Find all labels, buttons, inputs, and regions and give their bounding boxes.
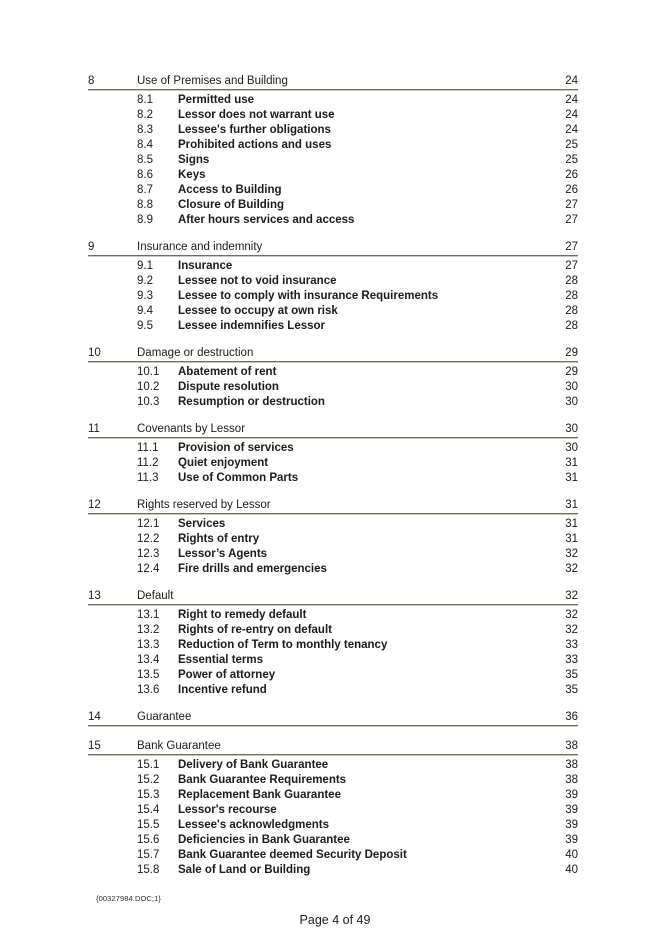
- entry-page-number: 26: [565, 184, 578, 196]
- toc-section: [88, 240, 578, 334]
- entry-page-number: 30: [565, 442, 578, 454]
- toc-entry: [88, 653, 578, 668]
- section-title: Damage or destruction: [137, 347, 254, 359]
- toc-section: [88, 346, 578, 410]
- section-page-number: 27: [565, 241, 578, 253]
- toc-entry: [88, 471, 578, 486]
- entry-number: 13.2: [137, 624, 160, 636]
- section-number: 11: [88, 423, 100, 435]
- entry-page-number: 39: [565, 834, 578, 846]
- entry-title: Rights of re-entry on default: [178, 624, 332, 636]
- entry-title: Lessor’s Agents: [178, 548, 268, 560]
- toc-entry: [88, 108, 578, 123]
- section-title: Bank Guarantee: [137, 740, 221, 752]
- entry-page-number: 28: [565, 290, 578, 302]
- toc-entry: [88, 123, 578, 138]
- entry-title: Incentive refund: [178, 684, 267, 696]
- entry-number: 12.3: [137, 548, 160, 560]
- entry-title: Right to remedy default: [178, 609, 307, 621]
- section-number: 15: [88, 740, 101, 752]
- toc-entry: [88, 517, 578, 532]
- toc-entry: [88, 683, 578, 698]
- toc-section: [88, 74, 578, 228]
- section-number: 8: [88, 75, 95, 87]
- section-title: Insurance and indemnity: [137, 241, 263, 253]
- entry-page-number: 24: [565, 124, 578, 136]
- entry-number: 11.1: [137, 442, 159, 454]
- entry-title: Permitted use: [178, 94, 255, 106]
- entry-page-number: 28: [565, 305, 578, 317]
- entry-title: Power of attorney: [178, 669, 276, 681]
- entry-title: Bank Guarantee Requirements: [178, 774, 347, 786]
- entry-number: 11.2: [137, 457, 159, 469]
- toc-entry: [88, 623, 578, 638]
- entry-number: 15.1: [137, 759, 160, 771]
- entry-page-number: 32: [565, 548, 578, 560]
- toc-entry: [88, 848, 578, 863]
- entry-page-number: 31: [565, 457, 578, 469]
- entry-title: Provision of services: [178, 442, 294, 454]
- entry-title: Abatement of rent: [178, 366, 277, 378]
- entry-title: Deficiencies in Bank Guarantee: [178, 834, 350, 846]
- entry-page-number: 28: [565, 320, 578, 332]
- entry-page-number: 32: [565, 609, 578, 621]
- toc-entry: [88, 863, 578, 878]
- toc-entry: [88, 259, 578, 274]
- toc-section-header: [88, 74, 578, 89]
- entry-title: Fire drills and emergencies: [178, 563, 327, 575]
- toc-entry: [88, 833, 578, 848]
- entry-number: 13.1: [137, 609, 160, 621]
- toc-entry: [88, 773, 578, 788]
- entry-number: 9.4: [137, 305, 153, 317]
- toc-entry: [88, 138, 578, 153]
- entry-page-number: 40: [565, 849, 578, 861]
- entry-number: 12.4: [137, 563, 160, 575]
- entry-title: Lessee to occupy at own risk: [178, 305, 338, 317]
- entry-number: 9.1: [137, 260, 153, 272]
- section-number: 12: [88, 499, 101, 511]
- toc-entry: [88, 395, 578, 410]
- entry-number: 13.3: [137, 639, 160, 651]
- entry-page-number: 38: [565, 759, 578, 771]
- toc-entry: [88, 365, 578, 380]
- entry-number: 10.2: [137, 381, 160, 393]
- entry-number: 15.2: [137, 774, 160, 786]
- section-page-number: 32: [565, 590, 578, 602]
- toc-section-header: [88, 498, 578, 513]
- entry-page-number: 27: [565, 214, 578, 226]
- entry-number: 12.2: [137, 533, 160, 545]
- toc-entry: [88, 818, 578, 833]
- entry-title: Prohibited actions and uses: [178, 139, 332, 151]
- entry-title: Lessee indemnifies Lessor: [178, 320, 326, 332]
- entry-title: Quiet enjoyment: [178, 457, 269, 469]
- entry-title: Dispute resolution: [178, 381, 279, 393]
- entry-title: Lessee's acknowledgments: [178, 819, 330, 831]
- section-number: 13: [88, 590, 101, 602]
- section-number: 10: [88, 347, 101, 359]
- toc-entry: [88, 213, 578, 228]
- toc-entry: [88, 803, 578, 818]
- section-underline: [88, 89, 578, 91]
- section-underline: [88, 361, 578, 363]
- toc-section: [88, 422, 578, 486]
- entry-title: Keys: [178, 169, 206, 181]
- entry-number: 8.7: [137, 184, 153, 196]
- entry-page-number: 25: [565, 139, 578, 151]
- entry-number: 9.2: [137, 275, 153, 287]
- toc-entry: [88, 304, 578, 319]
- entry-number: 8.8: [137, 199, 153, 211]
- toc-entry: [88, 183, 578, 198]
- entry-page-number: 39: [565, 804, 578, 816]
- section-underline: [88, 255, 578, 257]
- section-title: Use of Premises and Building: [137, 75, 288, 87]
- table-of-contents: [88, 74, 578, 890]
- entry-page-number: 29: [565, 366, 578, 378]
- entry-title: Sale of Land or Building: [178, 864, 311, 876]
- section-title: Covenants by Lessor: [137, 423, 246, 435]
- toc-section: [88, 710, 578, 727]
- entry-number: 15.4: [137, 804, 160, 816]
- entry-title: Access to Building: [178, 184, 282, 196]
- entry-page-number: 38: [565, 774, 578, 786]
- entry-title: Insurance: [178, 260, 233, 272]
- toc-entry: [88, 168, 578, 183]
- entry-page-number: 40: [565, 864, 578, 876]
- section-page-number: 38: [565, 740, 578, 752]
- entry-title: Bank Guarantee deemed Security Deposit: [178, 849, 407, 861]
- toc-entry: [88, 788, 578, 803]
- entry-page-number: 30: [565, 396, 578, 408]
- entry-title: Delivery of Bank Guarantee: [178, 759, 329, 771]
- entry-number: 8.1: [137, 94, 153, 106]
- section-underline: [88, 725, 578, 727]
- entry-title: After hours services and access: [178, 214, 355, 226]
- toc-entry: [88, 93, 578, 108]
- entry-title: Closure of Building: [178, 199, 285, 211]
- toc-entry: [88, 668, 578, 683]
- toc-entry: [88, 758, 578, 773]
- entry-title: Signs: [178, 154, 210, 166]
- entry-page-number: 24: [565, 94, 578, 106]
- entry-title: Lessee's further obligations: [178, 124, 331, 136]
- entry-page-number: 24: [565, 109, 578, 121]
- toc-entry: [88, 441, 578, 456]
- entry-number: 8.2: [137, 109, 153, 121]
- entry-title: Rights of entry: [178, 533, 260, 545]
- toc-entry: [88, 456, 578, 471]
- entry-page-number: 39: [565, 789, 578, 801]
- entry-page-number: 32: [565, 624, 578, 636]
- entry-title: Essential terms: [178, 654, 264, 666]
- entry-page-number: 32: [565, 563, 578, 575]
- entry-page-number: 30: [565, 381, 578, 393]
- section-underline: [88, 604, 578, 606]
- entry-title: Services: [178, 518, 226, 530]
- toc-section: [88, 739, 578, 878]
- toc-entry: [88, 562, 578, 577]
- entry-page-number: 35: [565, 669, 578, 681]
- toc-entry: [88, 274, 578, 289]
- entry-page-number: 25: [565, 154, 578, 166]
- entry-number: 13.4: [137, 654, 160, 666]
- entry-title: Resumption or destruction: [178, 396, 325, 408]
- entry-title: Replacement Bank Guarantee: [178, 789, 341, 801]
- entry-number: 15.6: [137, 834, 160, 846]
- entry-page-number: 35: [565, 684, 578, 696]
- toc-entry: [88, 532, 578, 547]
- entry-title: Reduction of Term to monthly tenancy: [178, 639, 388, 651]
- entry-title: Lessor does not warrant use: [178, 109, 335, 121]
- entry-page-number: 33: [565, 639, 578, 651]
- toc-entry: [88, 380, 578, 395]
- toc-section: [88, 589, 578, 698]
- toc-entry: [88, 153, 578, 168]
- toc-entry: [88, 319, 578, 334]
- section-page-number: 24: [565, 75, 578, 87]
- entry-page-number: 31: [565, 533, 578, 545]
- entry-title: Lessee to comply with insurance Requirements: [178, 290, 439, 302]
- entry-page-number: 33: [565, 654, 578, 666]
- entry-number: 8.5: [137, 154, 153, 166]
- section-title: Guarantee: [137, 711, 192, 723]
- section-number: 9: [88, 241, 95, 253]
- entry-number: 9.5: [137, 320, 153, 332]
- toc-section-header: [88, 422, 578, 437]
- toc-section-header: [88, 589, 578, 604]
- section-page-number: 30: [565, 423, 578, 435]
- entry-number: 8.9: [137, 214, 153, 226]
- toc-entry: [88, 547, 578, 562]
- section-underline: [88, 437, 578, 439]
- section-page-number: 36: [565, 711, 578, 723]
- entry-page-number: 27: [565, 199, 578, 211]
- entry-number: 8.4: [137, 139, 153, 151]
- entry-title: Lessor's recourse: [178, 804, 277, 816]
- toc-entry: [88, 638, 578, 653]
- entry-number: 15.3: [137, 789, 160, 801]
- section-page-number: 29: [565, 347, 578, 359]
- toc-section: [88, 498, 578, 577]
- entry-number: 10.1: [137, 366, 160, 378]
- entry-number: 9.3: [137, 290, 153, 302]
- entry-number: 13.5: [137, 669, 160, 681]
- entry-number: 13.6: [137, 684, 160, 696]
- toc-section-header: [88, 739, 578, 754]
- document-reference: {00327984.DOC;1}: [96, 894, 161, 903]
- toc-section-header: [88, 710, 578, 725]
- entry-number: 15.5: [137, 819, 160, 831]
- entry-number: 8.3: [137, 124, 153, 136]
- section-underline: [88, 513, 578, 515]
- section-title: Rights reserved by Lessor: [137, 499, 271, 511]
- entry-number: 15.8: [137, 864, 160, 876]
- entry-number: 10.3: [137, 396, 160, 408]
- section-page-number: 31: [565, 499, 578, 511]
- entry-page-number: 39: [565, 819, 578, 831]
- page-number-footer: Page 4 of 49: [299, 913, 371, 927]
- entry-page-number: 28: [565, 275, 578, 287]
- entry-title: Lessee not to void insurance: [178, 275, 337, 287]
- toc-section-header: [88, 240, 578, 255]
- section-title: Default: [137, 590, 174, 602]
- toc-entry: [88, 198, 578, 213]
- entry-number: 15.7: [137, 849, 160, 861]
- entry-page-number: 26: [565, 169, 578, 181]
- entry-number: 11.3: [137, 472, 159, 484]
- entry-page-number: 27: [565, 260, 578, 272]
- entry-number: 12.1: [137, 518, 160, 530]
- entry-title: Use of Common Parts: [178, 472, 299, 484]
- section-underline: [88, 754, 578, 756]
- toc-entry: [88, 608, 578, 623]
- toc-entry: [88, 289, 578, 304]
- entry-page-number: 31: [565, 472, 578, 484]
- entry-page-number: 31: [565, 518, 578, 530]
- section-number: 14: [88, 711, 101, 723]
- entry-number: 8.6: [137, 169, 153, 181]
- toc-section-header: [88, 346, 578, 361]
